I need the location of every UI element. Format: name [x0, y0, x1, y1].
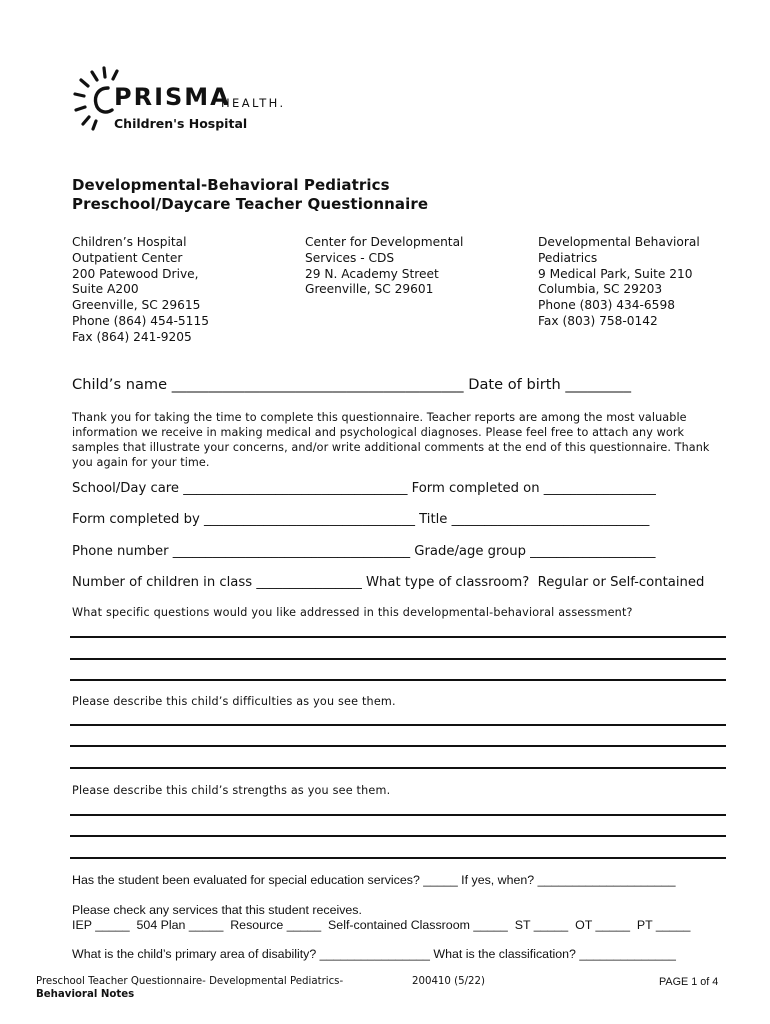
answer-line[interactable] — [70, 745, 726, 747]
special-education-field[interactable]: Has the student been evaluated for special education services? _____ If yes, when? ____________________ — [72, 873, 676, 887]
page-title: Developmental-Behavioral Pediatrics — [72, 176, 390, 194]
form-completed-by-field[interactable]: Form completed by ________________________________ Title ______________________________ — [72, 512, 650, 527]
answer-line[interactable] — [70, 767, 726, 769]
disability-field[interactable]: What is the child’s primary area of disability? ________________ What is the classification? ______________ — [72, 947, 676, 961]
logo-subtitle: Children's Hospital — [114, 116, 248, 131]
page-subtitle: Preschool/Daycare Teacher Questionnaire — [72, 195, 429, 213]
services-intro: Please check any services that this student receives. — [72, 903, 362, 917]
answer-line[interactable] — [70, 835, 726, 837]
difficulties-label: Please describe this child’s difficulties as you see them. — [72, 695, 396, 708]
answer-line[interactable] — [70, 814, 726, 816]
answer-line[interactable] — [70, 636, 726, 638]
footer-document-subtitle: Behavioral Notes — [36, 989, 135, 1000]
logo-suffix: HEALTH. — [221, 96, 286, 110]
answer-line[interactable] — [70, 857, 726, 859]
logo-brand: PRISMA — [114, 83, 231, 111]
answer-line[interactable] — [70, 679, 726, 681]
footer-document-title: Preschool Teacher Questionnaire- Developmental Pediatrics- — [36, 976, 344, 987]
number-of-children-field[interactable]: Number of children in class ________________ What type of classroom? Regular or Self-contained — [72, 575, 705, 590]
footer-form-code: 200410 (5/22) — [412, 976, 485, 987]
child-name-field[interactable]: Child’s name ________________________________________ Date of birth _________ — [72, 376, 632, 393]
school-daycare-field[interactable]: School/Day care __________________________________ Form completed on _________________ — [72, 481, 656, 496]
answer-line[interactable] — [70, 724, 726, 726]
phone-number-field[interactable]: Phone number ____________________________________ Grade/age group ___________________ — [72, 544, 656, 559]
specific-questions-label: What specific questions would you like addressed in this developmental-behavioral assessment? — [72, 606, 633, 619]
intro-paragraph: Thank you for taking the time to complete this questionnaire. Teacher reports are among the most valuable information we receive in making medical and psychological diagnoses. Please feel free to attach any work samples that illustrate your concerns, and/or write additional comments at the end of this questionnaire. Thank you again for your time. — [72, 411, 710, 469]
services-checklist[interactable]: IEP _____ 504 Plan _____ Resource _____ Self-contained Classroom _____ ST _____ OT _____ PT _____ — [72, 918, 691, 932]
address-cds: Center for Developmental Services - CDS 29 N. Academy Street Greenville, SC 29601 — [305, 235, 464, 297]
address-columbia: Developmental Behavioral Pediatrics 9 Medical Park, Suite 210 Columbia, SC 29203 Phone (803) 434-6598 Fax (803) 758-0142 — [538, 235, 700, 328]
answer-line[interactable] — [70, 658, 726, 660]
strengths-label: Please describe this child’s strengths as you see them. — [72, 784, 391, 797]
address-childrens-hospital: Children’s Hospital Outpatient Center 200 Patewood Drive, Suite A200 Greenville, SC 29615 Phone (864) 454-5115 Fax (864) 241-9205 — [72, 235, 209, 344]
prisma-health-logo — [72, 66, 302, 138]
footer-page-number: PAGE 1 of 4 — [659, 976, 719, 988]
